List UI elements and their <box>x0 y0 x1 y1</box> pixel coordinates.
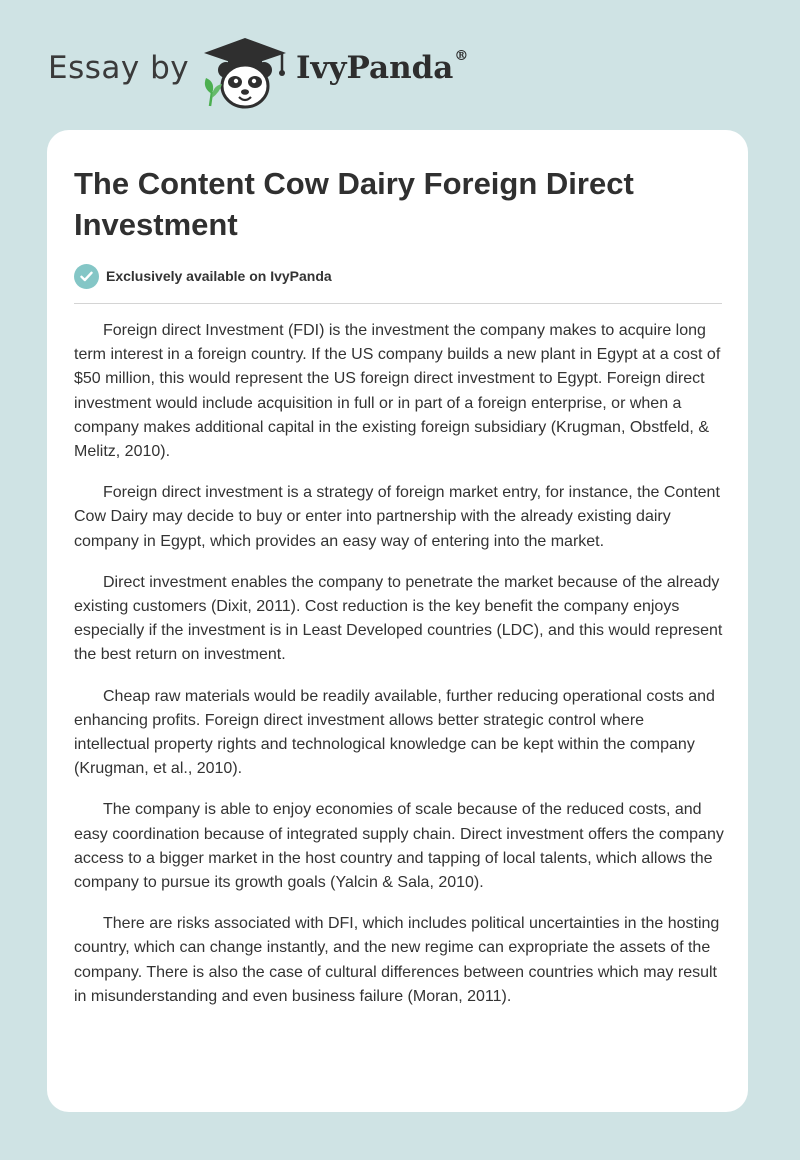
paragraph: Cheap raw materials would be readily available, further reducing operational costs and enhancing profits. Foreign direct investment allows better strategic control where intellectual property rights and technological knowledge can be kept within the company (Krugman, et al., 2010). <box>74 687 715 778</box>
paragraph: Foreign direct investment is a strategy of foreign market entry, for instance, the Content Cow Dairy may decide to buy or enter into partnership with the already existing dairy company in Egypt, which provides an easy way of entering into the market. <box>74 484 720 550</box>
essay-body <box>74 319 724 1026</box>
site-header <box>0 0 800 130</box>
panda-graduate-logo-icon[interactable] <box>198 34 292 110</box>
page-title: The Content Cow Dairy Foreign Direct Investment <box>74 166 634 242</box>
divider <box>74 303 722 304</box>
essay-by-label: Essay by <box>48 50 190 86</box>
brand-name[interactable]: IvyPanda® <box>296 48 469 86</box>
paragraph: There are risks associated with DFI, which includes political uncertainties in the hosting country, which can change instantly, and the new regime can expropriate the assets of the company. There is also the case of cultural differences between countries which may result in misunderstanding and even business failure (Moran, 2011). <box>74 915 720 1005</box>
paragraph: Direct investment enables the company to penetrate the market because of the already existing customers (Dixit, 2011). Cost reduction is the key benefit the company enjoys especially if the investment is in Least Developed countries (LDC), and this would represent the best return on investment. <box>74 573 723 664</box>
paragraph: Foreign direct Investment (FDI) is the investment the company makes to acquire long term interest in a foreign country. If the US company builds a new plant in Egypt at a cost of $50 million, this would represent the US foreign direct investment to Egypt. Foreign direct investment would include acquisition in full or in part of a foreign enterprise, or when a company makes additional capital in the existing foreign subsidiary (Krugman, Obstfeld, & Melitz, 2010). <box>74 322 721 461</box>
paragraph: The company is able to enjoy economies of scale because of the reduced costs, and easy coordination because of integrated supply chain. Direct investment offers the company access to a bigger market in the host country and tapping of local talents, which allows the company to pursue its growth goals (Yalcin & Sala, 2010). <box>74 801 724 892</box>
essay-card <box>47 130 748 1112</box>
exclusive-badge <box>74 263 332 289</box>
exclusive-label: Exclusively available on IvyPanda <box>106 268 332 284</box>
check-circle-icon <box>74 264 99 289</box>
registered-mark: ® <box>454 48 469 64</box>
